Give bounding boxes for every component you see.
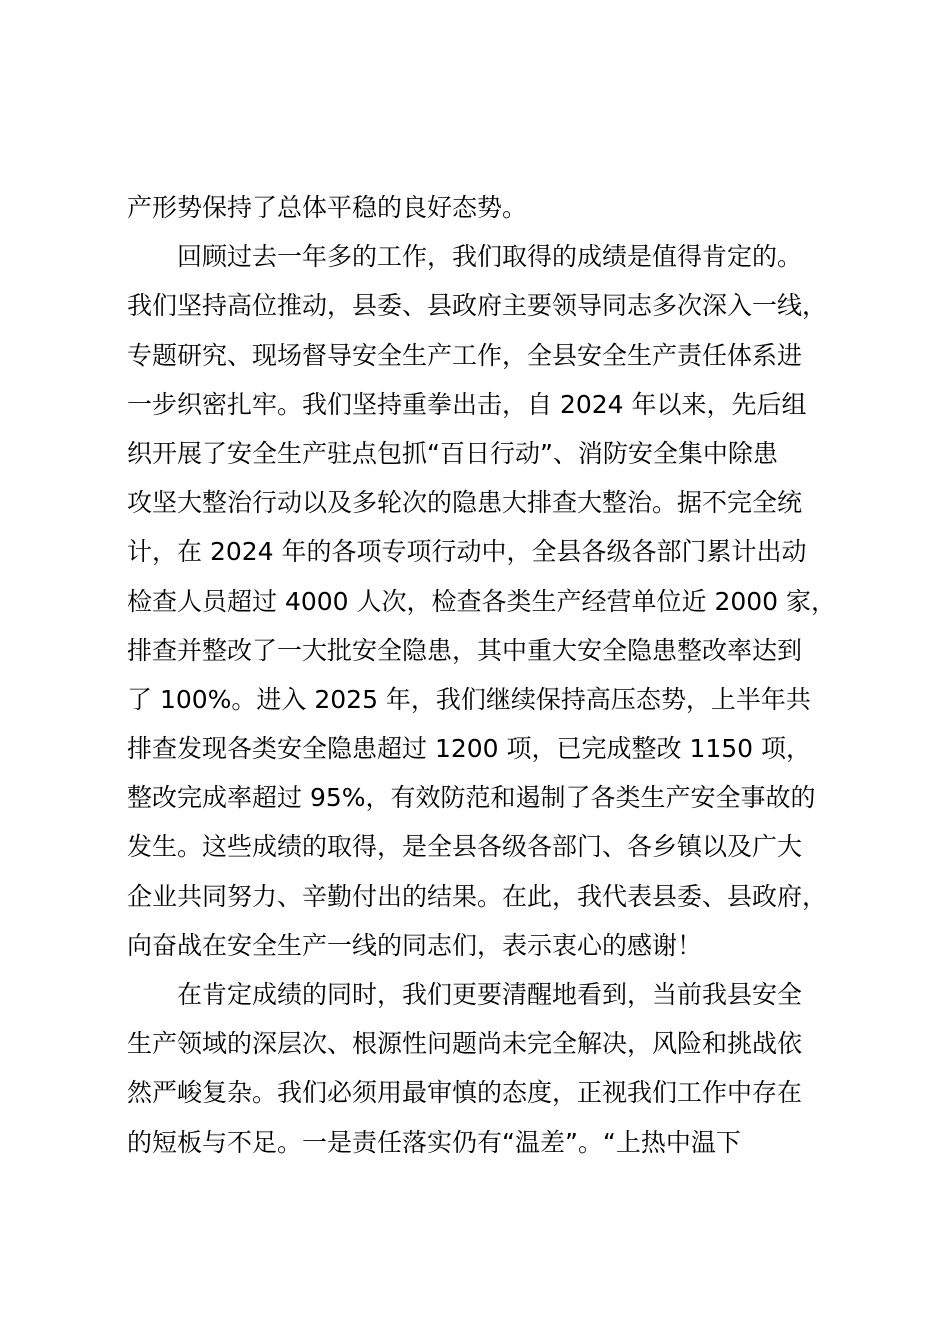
text-line: 企业共同努力、辛勤付出的结果。在此，我代表县委、县政府， (127, 881, 828, 911)
paragraph-first-line: 回顾过去一年多的工作，我们取得的成绩是值得肯定的。 (177, 242, 803, 272)
text-line: 的短板与不足。一是责任落实仍有“温差”。“上热中温下 (127, 1127, 741, 1157)
text-line: 排查并整改了一大批安全隐患，其中重大安全隐患整改率达到 (127, 635, 803, 665)
text-line: 攻坚大整治行动以及多轮次的隐患大排查大整治。据不完全统 (127, 488, 803, 518)
text-line: 产形势保持了总体平稳的良好态势。 (127, 193, 528, 222)
text-line: 专题研究、现场督导安全生产工作，全县安全生产责任体系进 (127, 340, 803, 370)
text-line: 织开展了安全生产驻点包抓“百日行动”、消防安全集中除患 (127, 438, 778, 468)
text-line: 排查发现各类安全隐患超过 1200 项，已完成整改 1150 项， (127, 734, 812, 764)
text-line: 生产领域的深层次、根源性问题尚未完全解决，风险和挑战依 (127, 1029, 803, 1059)
text-line: 检查人员超过 4000 人次，检查各类生产经营单位近 2000 家， (127, 586, 837, 616)
text-line: 然严峻复杂。我们必须用最审慎的态度，正视我们工作中存在 (127, 1078, 803, 1108)
text-line: 向奋战在安全生产一线的同志们，表示衷心的感谢！ (127, 930, 703, 960)
text-line: 发生。这些成绩的取得，是全县各级各部门、各乡镇以及广大 (127, 832, 803, 862)
text-line: 整改完成率超过 95%，有效防范和遏制了各类生产安全事故的 (127, 783, 816, 813)
text-line: 我们坚持高位推动，县委、县政府主要领导同志多次深入一线， (127, 291, 828, 321)
text-line: 计，在 2024 年的各项专项行动中，全县各级各部门累计出动 (127, 537, 807, 567)
text-line: 一步织密扎牢。我们坚持重拳出击，自 2024 年以来，先后组 (127, 389, 807, 419)
paragraph-first-line: 在肯定成绩的同时，我们更要清醒地看到，当前我县安全 (177, 980, 803, 1009)
text-line: 了 100%。进入 2025 年，我们继续保持高压态势，上半年共 (127, 684, 811, 714)
body-text (127, 183, 847, 1167)
